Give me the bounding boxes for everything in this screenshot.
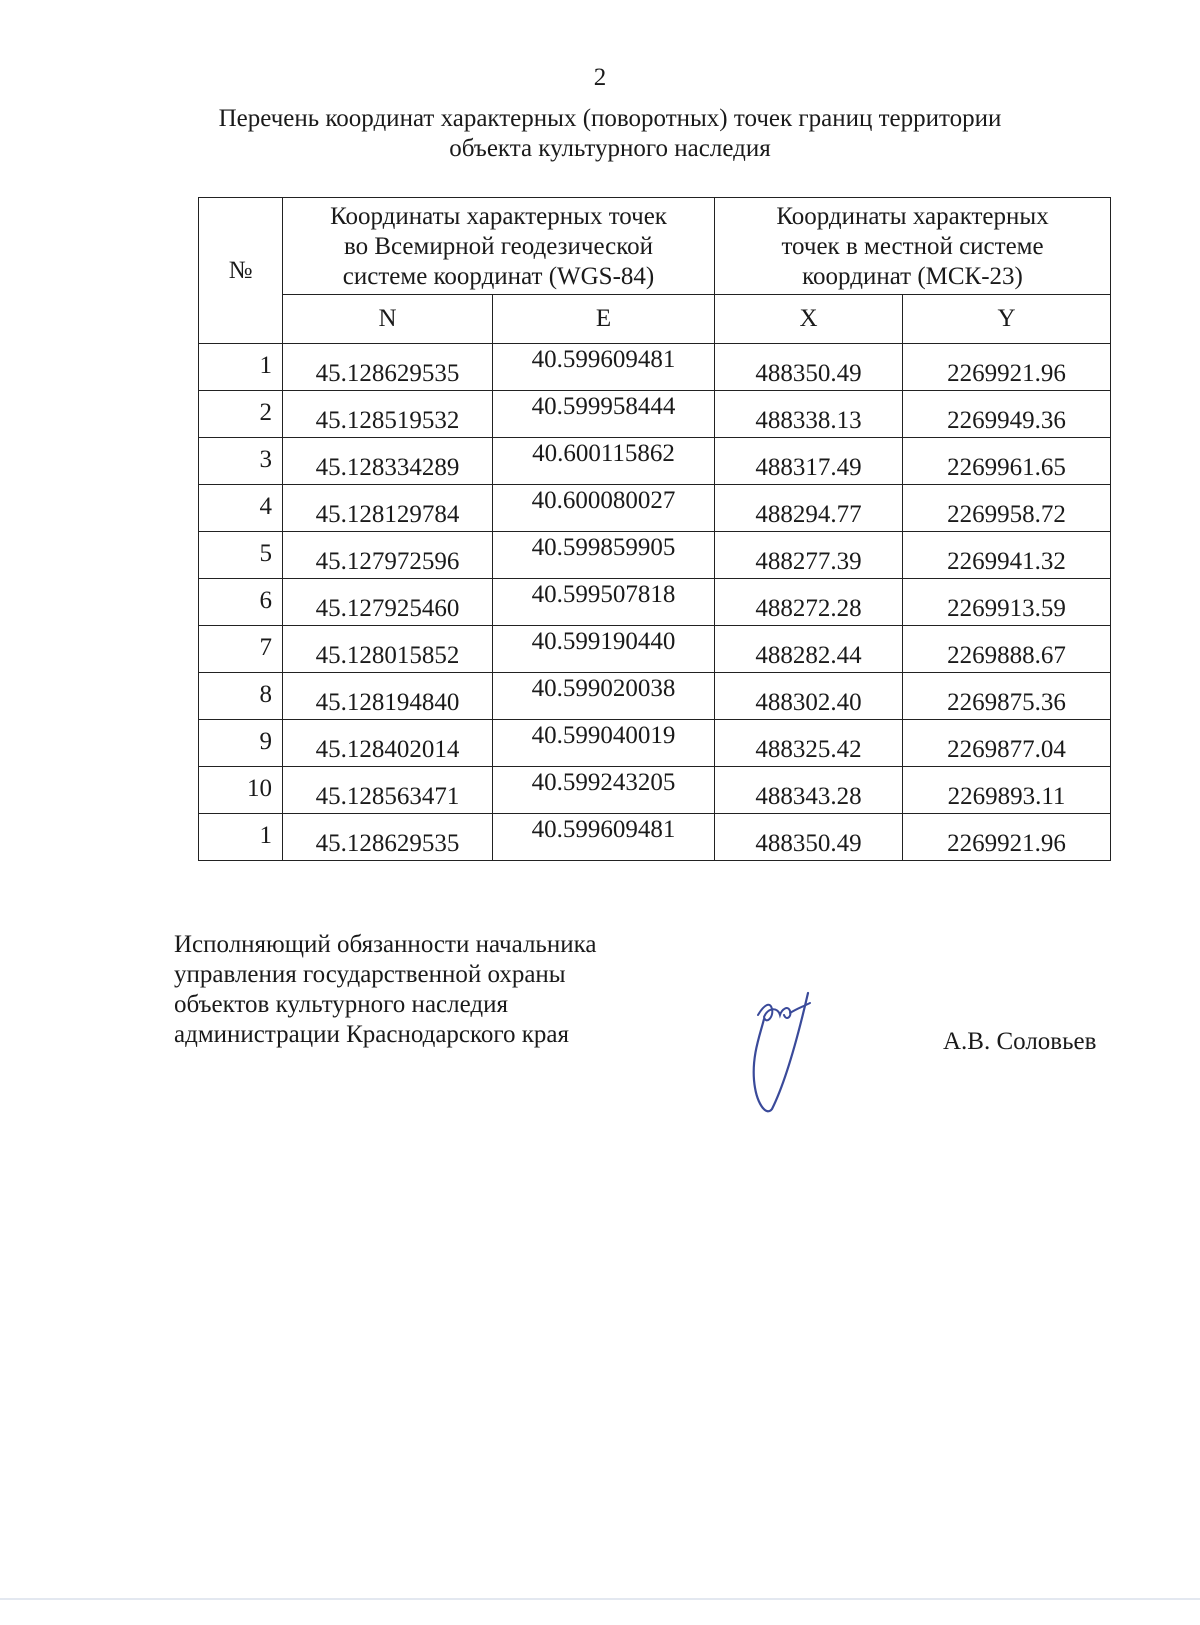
msk-header-line-1: Координаты характерных xyxy=(776,203,1049,230)
msk-header-line-3: координат (МСК-23) xyxy=(802,263,1023,290)
e-coordinate: 40.599020038 xyxy=(493,673,715,720)
e-coordinate: 40.599507818 xyxy=(493,579,715,626)
row-number: 1 xyxy=(199,814,283,861)
wgs-header-line-1: Координаты характерных точек xyxy=(330,203,667,230)
row-number: 5 xyxy=(199,532,283,579)
x-coordinate: 488317.49 xyxy=(715,438,903,485)
y-coordinate: 2269888.67 xyxy=(903,626,1111,673)
table-row xyxy=(199,626,1111,673)
table-row xyxy=(199,532,1111,579)
e-column-header: E xyxy=(493,295,715,344)
y-column-header: Y xyxy=(903,295,1111,344)
wgs-header-line-2: во Всемирной геодезической xyxy=(343,233,654,260)
coordinates-table-body xyxy=(199,344,1111,861)
y-coordinate: 2269875.36 xyxy=(903,673,1111,720)
wgs-header-line-3: системе координат (WGS-84) xyxy=(342,263,655,290)
y-coordinate: 2269941.32 xyxy=(903,532,1111,579)
e-coordinate: 40.599958444 xyxy=(493,391,715,438)
row-number: 10 xyxy=(199,767,283,814)
signer-position-line-2: управления государственной охраны xyxy=(174,961,566,988)
x-coordinate: 488282.44 xyxy=(715,626,903,673)
n-coordinate: 45.127925460 xyxy=(283,579,493,626)
x-coordinate: 488294.77 xyxy=(715,485,903,532)
wgs-header xyxy=(283,198,715,295)
scan-edge-line xyxy=(0,1598,1200,1600)
table-row xyxy=(199,673,1111,720)
y-coordinate: 2269921.96 xyxy=(903,814,1111,861)
n-coordinate: 45.128629535 xyxy=(283,814,493,861)
x-coordinate: 488350.49 xyxy=(715,814,903,861)
e-coordinate: 40.599040019 xyxy=(493,720,715,767)
y-coordinate: 2269893.11 xyxy=(903,767,1111,814)
y-coordinate: 2269949.36 xyxy=(903,391,1111,438)
signer-name: А.В. Соловьев xyxy=(943,1028,1097,1055)
x-coordinate: 488302.40 xyxy=(715,673,903,720)
e-coordinate: 40.599609481 xyxy=(493,344,715,391)
signer-position-line-4: администрации Краснодарского края xyxy=(174,1021,570,1048)
table-row xyxy=(199,720,1111,767)
x-coordinate: 488325.42 xyxy=(715,720,903,767)
y-coordinate: 2269921.96 xyxy=(903,344,1111,391)
n-coordinate: 45.127972596 xyxy=(283,532,493,579)
row-number: 9 xyxy=(199,720,283,767)
table-row xyxy=(199,485,1111,532)
n-coordinate: 45.128194840 xyxy=(283,673,493,720)
number-header: № xyxy=(199,198,283,344)
n-coordinate: 45.128334289 xyxy=(283,438,493,485)
table-row xyxy=(199,438,1111,485)
e-coordinate: 40.599243205 xyxy=(493,767,715,814)
document-title xyxy=(150,104,1070,164)
row-number: 7 xyxy=(199,626,283,673)
n-coordinate: 45.128129784 xyxy=(283,485,493,532)
n-coordinate: 45.128519532 xyxy=(283,391,493,438)
table-row xyxy=(199,391,1111,438)
msk-header-line-2: точек в местной системе xyxy=(781,233,1044,260)
row-number: 1 xyxy=(199,344,283,391)
n-column-header: N xyxy=(283,295,493,344)
title-line-2: объекта культурного наследия xyxy=(449,135,771,162)
n-coordinate: 45.128563471 xyxy=(283,767,493,814)
signer-position-line-1: Исполняющий обязанности начальника xyxy=(174,931,597,958)
e-coordinate: 40.599190440 xyxy=(493,626,715,673)
y-coordinate: 2269961.65 xyxy=(903,438,1111,485)
y-coordinate: 2269877.04 xyxy=(903,720,1111,767)
x-coordinate: 488272.28 xyxy=(715,579,903,626)
signer-position-line-3: объектов культурного наследия xyxy=(174,991,508,1018)
e-coordinate: 40.600080027 xyxy=(493,485,715,532)
row-number: 8 xyxy=(199,673,283,720)
signer-position xyxy=(174,930,596,1050)
y-coordinate: 2269913.59 xyxy=(903,579,1111,626)
x-coordinate: 488338.13 xyxy=(715,391,903,438)
e-coordinate: 40.599609481 xyxy=(493,814,715,861)
row-number: 6 xyxy=(199,579,283,626)
x-coordinate: 488350.49 xyxy=(715,344,903,391)
title-line-1: Перечень координат характерных (поворотных) точек границ территории xyxy=(218,105,1002,132)
row-number: 4 xyxy=(199,485,283,532)
handwritten-signature xyxy=(750,985,850,1125)
coordinates-table xyxy=(198,197,1111,861)
table-row xyxy=(199,344,1111,391)
table-row xyxy=(199,767,1111,814)
n-coordinate: 45.128402014 xyxy=(283,720,493,767)
table-row xyxy=(199,814,1111,861)
x-coordinate: 488343.28 xyxy=(715,767,903,814)
e-coordinate: 40.599859905 xyxy=(493,532,715,579)
e-coordinate: 40.600115862 xyxy=(493,438,715,485)
page-number: 2 xyxy=(593,64,607,91)
n-coordinate: 45.128629535 xyxy=(283,344,493,391)
y-coordinate: 2269958.72 xyxy=(903,485,1111,532)
row-number: 2 xyxy=(199,391,283,438)
row-number: 3 xyxy=(199,438,283,485)
msk-header xyxy=(715,198,1111,295)
x-column-header: X xyxy=(715,295,903,344)
table-row xyxy=(199,579,1111,626)
x-coordinate: 488277.39 xyxy=(715,532,903,579)
n-coordinate: 45.128015852 xyxy=(283,626,493,673)
